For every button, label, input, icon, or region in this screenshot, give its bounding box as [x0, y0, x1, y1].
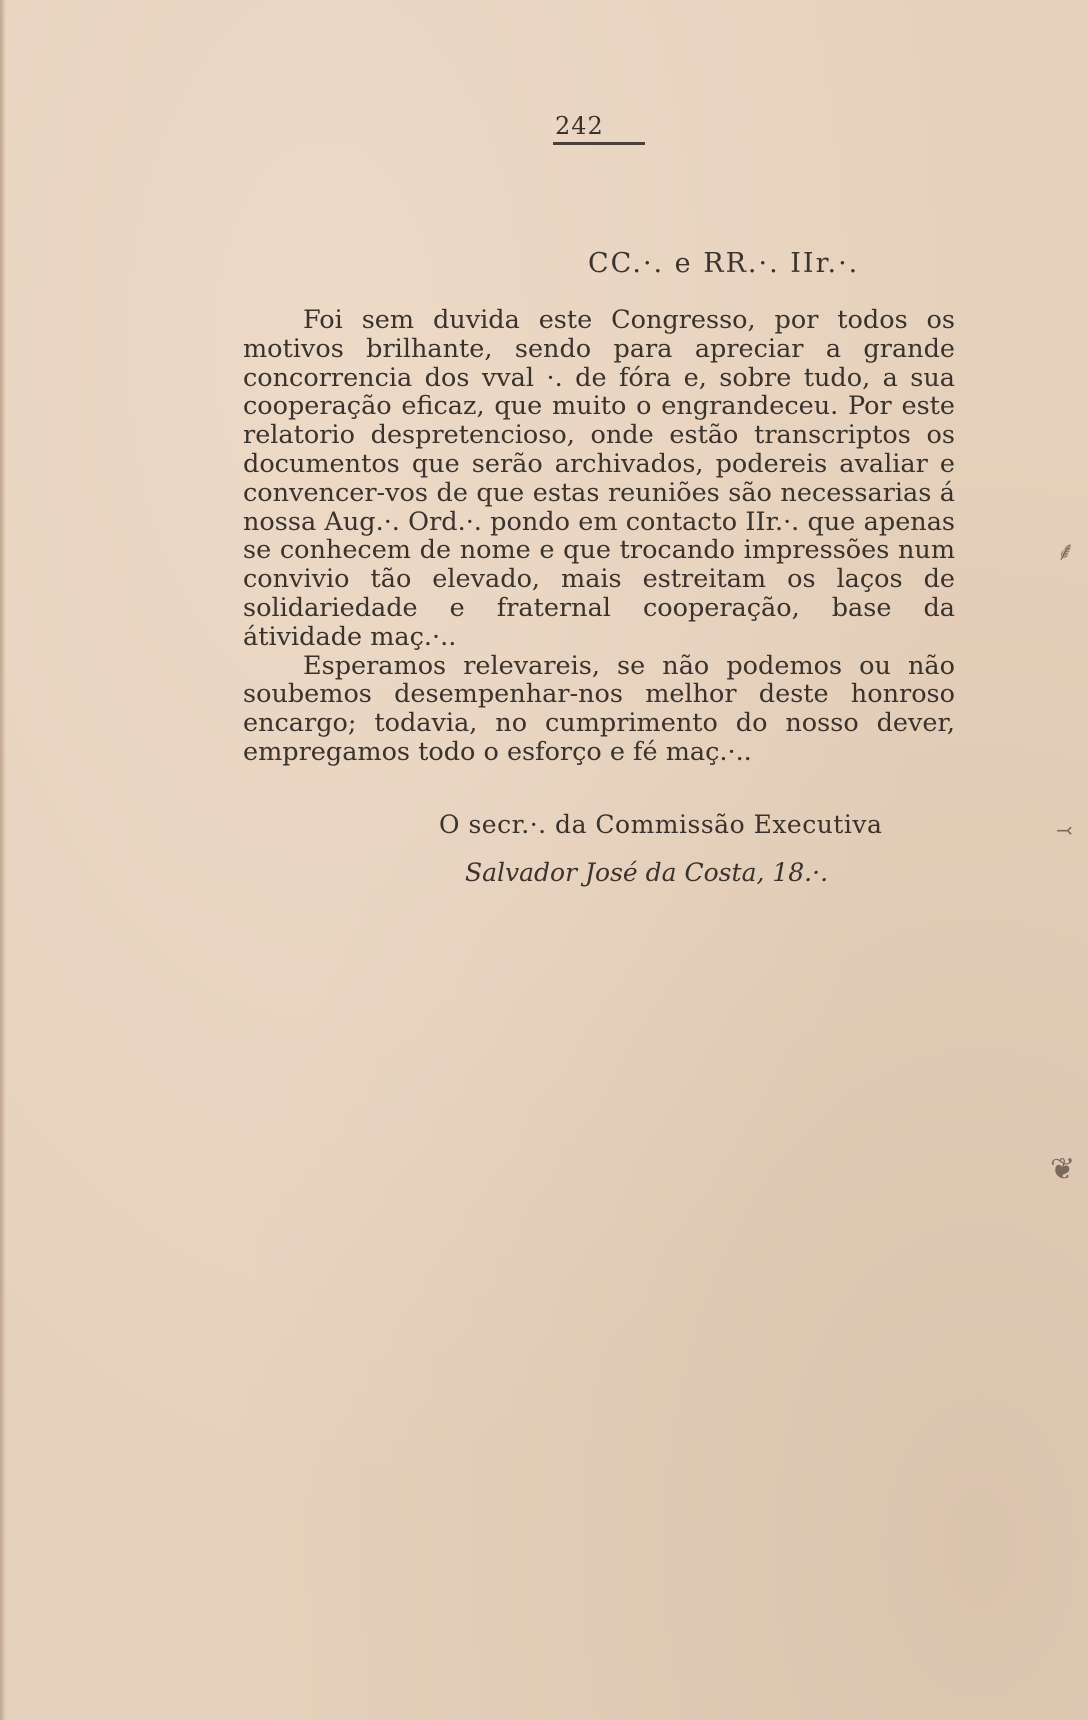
- page-number-underline: [553, 142, 645, 145]
- paragraph-2: Esperamos relevareis, se não podemos ou não soubemos desempenhar-nos melhor deste honroso encargo; todavia, no cumprimento do nosso dever, empregamos todo o esforço e fé maç.·..: [243, 650, 955, 767]
- margin-stain-mark: ⤙: [1056, 818, 1073, 842]
- page-edge-shadow: [0, 0, 6, 1720]
- margin-stain-mark: ❦: [1050, 1152, 1076, 1187]
- page-number: 242: [555, 112, 604, 140]
- margin-stain-mark: ⸙: [1056, 537, 1076, 567]
- paragraph-1: Foi sem duvida este Congresso, por todos os motivos brilhante, sendo para apreciar a grande concorrencia dos vval ·. de fóra e, sobre tudo, a sua cooperação eficaz, que muito o engrandeceu. Por este relatorio despretencioso, onde estão transcriptos os documentos que serão archivados, podereis avaliar e convencer-vos de que estas reuniões são necessarias á nossa Aug.·. Ord.·. pondo em contacto IIr.·. que apenas se conhecem de nome e que trocando impressões num convivio tão elevado, mais estreitam os laços de solidariedade e fraternal cooperação, base da átividade maç.·..: [243, 305, 955, 652]
- body-text: [243, 306, 955, 767]
- signature-title: O secr.·. da Commissão Executiva: [439, 810, 883, 839]
- salutation: CC.·. e RR.·. IIr.·.: [588, 248, 860, 279]
- signature-name: Salvador José da Costa, 18.·.: [465, 858, 829, 887]
